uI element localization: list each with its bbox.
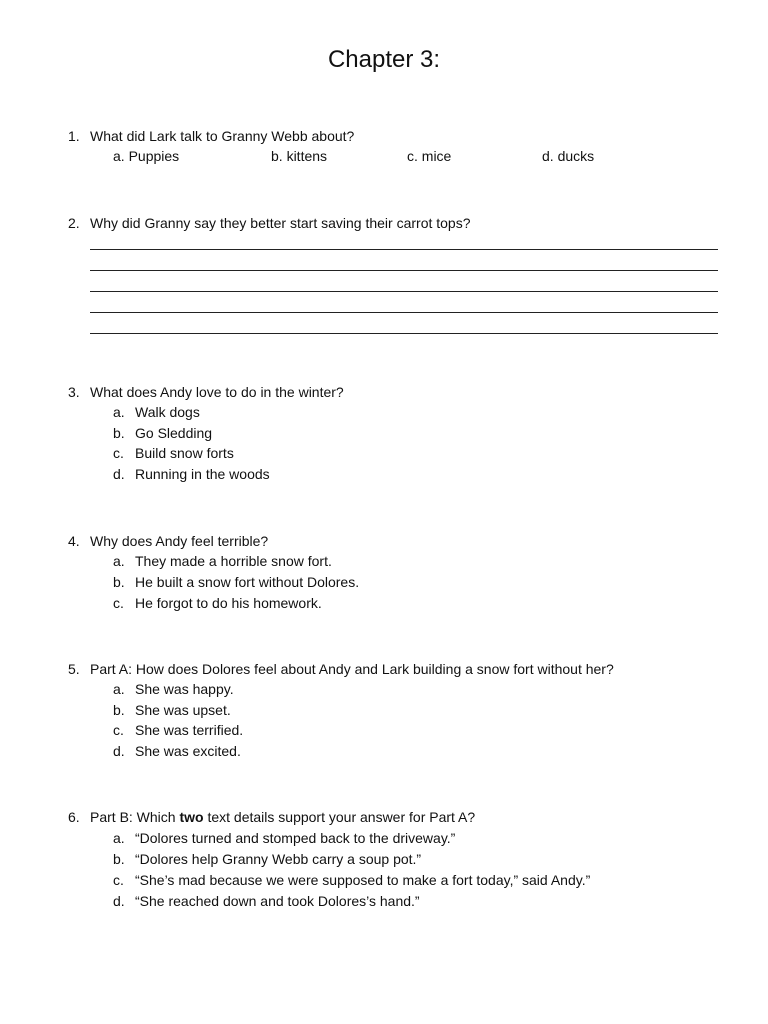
option-text: She was happy. (135, 681, 234, 697)
option-text: She was upset. (135, 702, 231, 718)
answer-line[interactable] (90, 249, 718, 250)
option-letter: c. (113, 872, 124, 888)
answer-line[interactable] (90, 270, 718, 271)
option-text: “She’s mad because we were supposed to make a fort today,” said Andy.” (135, 872, 591, 888)
option-text: Go Sledding (135, 425, 213, 441)
option-text: He forgot to do his homework. (135, 595, 322, 611)
q4-option-a (113, 551, 332, 572)
q6-option-c (113, 870, 590, 891)
answer-line[interactable] (90, 333, 718, 334)
option-text: “Dolores turned and stomped back to the driveway.” (135, 830, 456, 846)
answer-line[interactable] (90, 291, 718, 292)
q1-option-c: c. mice (407, 148, 452, 164)
q3-option-c (113, 443, 234, 464)
option-text: She was terrified. (135, 722, 244, 738)
question-number: 3. (68, 384, 80, 400)
option-letter: b. (113, 574, 125, 590)
q3-option-b (113, 423, 212, 444)
option-text: Build snow forts (135, 445, 234, 461)
option-text: “She reached down and took Dolores’s hand.” (135, 893, 420, 909)
option-letter: b. (113, 851, 125, 867)
option-letter: b. (113, 425, 125, 441)
option-letter: a. (113, 830, 125, 846)
option-text: Running in the woods (135, 466, 270, 482)
option-letter: d. (113, 743, 125, 759)
question-text-start: Part B: Which (90, 809, 180, 825)
q5-option-d (113, 741, 241, 762)
q4-option-c (113, 593, 322, 614)
q4-option-b (113, 572, 359, 593)
question-number: 4. (68, 533, 80, 549)
q1-option-d: d. ducks (542, 148, 595, 164)
q3-option-d (113, 464, 270, 485)
question-2 (68, 213, 471, 233)
option-letter: d. (113, 466, 125, 482)
page-title: Chapter 3: (327, 46, 441, 73)
question-number: 1. (68, 128, 80, 144)
option-letter: c. (113, 595, 124, 611)
option-text: Walk dogs (135, 404, 200, 420)
q5-option-c (113, 720, 243, 741)
option-letter: c. (113, 722, 124, 738)
question-1 (68, 126, 354, 146)
q6-option-a (113, 828, 455, 849)
q1-option-a: a. Puppies (113, 148, 180, 164)
question-5 (68, 659, 614, 679)
question-text-end: text details support your answer for Part A? (203, 809, 476, 825)
q6-option-d (113, 891, 420, 912)
option-letter: a. (113, 553, 125, 569)
option-text: He built a snow fort without Dolores. (135, 574, 360, 590)
question-text: Why does Andy feel terrible? (90, 533, 269, 549)
question-3 (68, 382, 344, 402)
question-4 (68, 531, 268, 551)
option-letter: d. (113, 893, 125, 909)
question-6 (68, 807, 475, 827)
option-text: They made a horrible snow fort. (135, 553, 332, 569)
question-number: 5. (68, 661, 80, 677)
q1-option-b: b. kittens (271, 148, 328, 164)
q5-option-b (113, 700, 231, 721)
question-text: Part A: How does Dolores feel about Andy and Lark building a snow fort without her? (90, 661, 614, 677)
q5-option-a (113, 679, 234, 700)
question-text: What does Andy love to do in the winter? (90, 384, 344, 400)
q6-option-b (113, 849, 421, 870)
option-text: She was excited. (135, 743, 241, 759)
option-text: “Dolores help Granny Webb carry a soup pot.” (135, 851, 422, 867)
question-text: Why did Granny say they better start saving their carrot tops? (90, 215, 471, 231)
question-text-emphasis: two (179, 809, 204, 825)
option-letter: a. (113, 681, 125, 697)
answer-line[interactable] (90, 312, 718, 313)
option-letter: b. (113, 702, 125, 718)
question-text: What did Lark talk to Granny Webb about? (90, 128, 355, 144)
question-number: 6. (68, 809, 80, 825)
option-letter: a. (113, 404, 125, 420)
option-letter: c. (113, 445, 124, 461)
q3-option-a (113, 402, 200, 423)
question-number: 2. (68, 215, 80, 231)
